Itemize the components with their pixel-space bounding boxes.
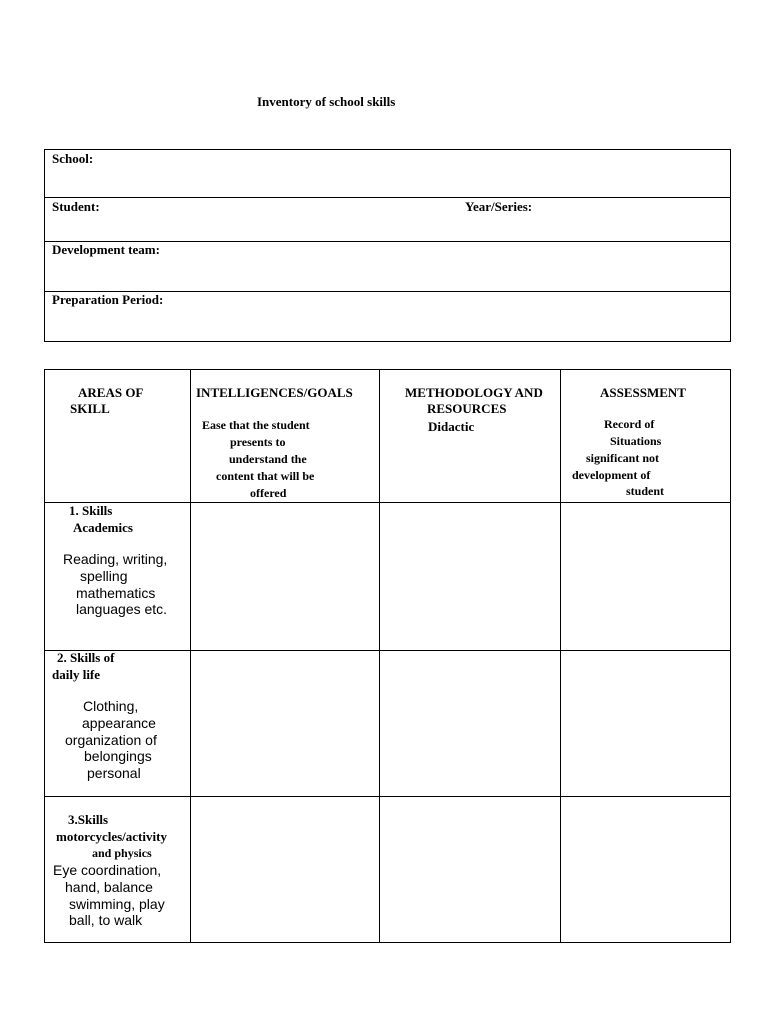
header-text: Ease that the student — [202, 418, 310, 432]
school-row[interactable] — [45, 150, 730, 198]
preparation-period-row[interactable] — [45, 292, 730, 341]
intelligences-cell-daily-life[interactable] — [191, 651, 379, 796]
header-text: Record of — [604, 417, 655, 431]
header-text: SKILL — [70, 401, 110, 416]
header-text: significant not — [586, 451, 660, 465]
row-description: hand, balance — [65, 879, 153, 895]
methodology-cell-daily-life[interactable] — [380, 651, 560, 796]
row-description: Eye coordination, — [53, 862, 162, 878]
intelligences-cell-academics[interactable] — [191, 503, 379, 650]
header-text: Situations — [610, 434, 662, 448]
document-title: Inventory of school skills — [257, 94, 396, 109]
intelligences-cell-motor[interactable] — [191, 797, 379, 942]
row-description: ball, to walk — [69, 912, 143, 928]
student-label: Student: — [52, 199, 100, 214]
row-heading: motorcycles/activity — [56, 829, 167, 844]
development-team-row[interactable] — [45, 242, 730, 292]
assessment-cell-motor[interactable] — [561, 797, 730, 942]
row-description: personal — [87, 765, 141, 781]
header-text: ASSESSMENT — [600, 385, 686, 400]
header-text: Didactic — [428, 419, 475, 434]
row-description: Clothing, — [83, 698, 139, 714]
row-description: organization of — [65, 732, 157, 748]
row-description: mathematics — [76, 585, 156, 601]
development-team-label: Development team: — [52, 242, 160, 257]
header-text: presents to — [230, 435, 286, 449]
info-form — [44, 149, 731, 342]
preparation-period-label: Preparation Period: — [52, 292, 164, 307]
header-text: RESOURCES — [427, 401, 507, 416]
row-description: appearance — [82, 715, 156, 731]
row-heading: Academics — [73, 520, 133, 535]
header-text: offered — [250, 486, 287, 500]
assessment-cell-daily-life[interactable] — [561, 651, 730, 796]
header-text: AREAS OF — [78, 385, 144, 400]
skills-table — [44, 369, 731, 943]
student-row[interactable] — [45, 198, 730, 242]
assessment-cell-academics[interactable] — [561, 503, 730, 650]
row-description: spelling — [80, 568, 128, 584]
row-description: belongings — [84, 748, 152, 764]
row-heading: 3.Skills — [68, 812, 109, 827]
row-heading: 2. Skills of — [57, 650, 115, 665]
row-description: Reading, writing, — [63, 551, 168, 567]
row-description: languages etc. — [76, 601, 168, 617]
methodology-cell-motor[interactable] — [380, 797, 560, 942]
header-text: student — [626, 484, 665, 498]
header-text: content that will be — [216, 469, 315, 483]
header-text: INTELLIGENCES/GOALS — [196, 385, 353, 400]
methodology-cell-academics[interactable] — [380, 503, 560, 650]
school-label: School: — [52, 151, 94, 166]
row-heading: and physics — [92, 846, 152, 860]
row-heading: 1. Skills — [69, 503, 113, 518]
row-heading: daily life — [52, 667, 101, 682]
year-series-label: Year/Series: — [465, 199, 533, 214]
header-text: understand the — [229, 452, 307, 466]
header-text: METHODOLOGY AND — [405, 385, 543, 400]
header-text: development of — [572, 468, 651, 482]
row-description: swimming, play — [69, 896, 165, 912]
